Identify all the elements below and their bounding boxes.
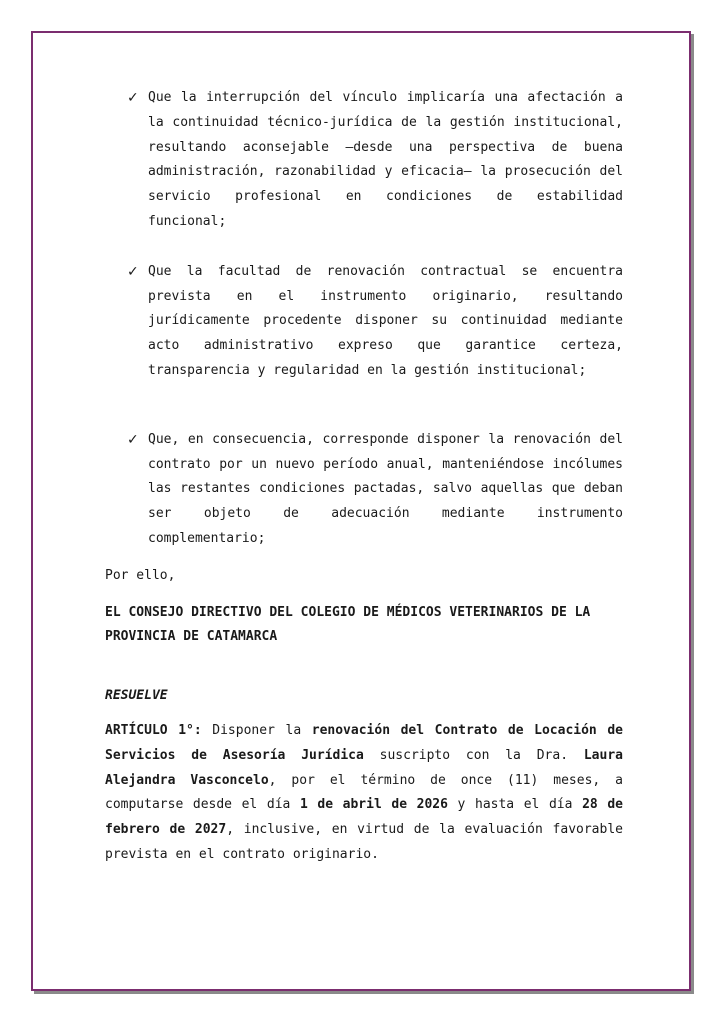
considerando-text: Que la facultad de renovación contractual se encuentra prevista en el instrumento originario, resultando jurídicamente procedente disponer su continuidad mediante acto administrativo expreso que garantice certeza, transparencia y regularidad en la gestión institucional; [148, 263, 623, 378]
considerando-item [105, 428, 623, 552]
article-text: , inclusive, en virtud de la evaluación favorable prevista en el contrato originario. [105, 822, 623, 862]
article-text: y hasta el día [447, 797, 583, 813]
lawyer-name: Laura Alejandra Vasconcelo [105, 747, 623, 788]
considerando-text: Que la interrupción del vínculo implicaría una afectación a la continuidad técnico-jurídica de la gestión institucional, resultando aconsejable —desde una perspectiva de buena administración, razonabilidad y eficacia— la prosecución del servicio profesional en condiciones de estabilidad funcional; [148, 90, 623, 229]
checkmark-icon: ✓ [127, 431, 139, 448]
article-text: suscripto con la Dra. [363, 747, 584, 763]
considerando-item [105, 260, 623, 384]
council-heading: EL CONSEJO DIRECTIVO DEL COLEGIO DE MÉDICOS VETERINARIOS DE LA PROVINCIA DE CATAMARCA [105, 604, 591, 645]
contract-name: renovación del Contrato de Locación de Servicios de Asesoría Jurídica [105, 722, 623, 763]
end-date: 28 de febrero de 2027 [105, 797, 623, 838]
article-label: ARTÍCULO 1°: [105, 722, 202, 738]
article-text: , por el término de once (11) meses, a computarse desde el día [105, 772, 623, 813]
article-text: Disponer la [201, 722, 312, 738]
considerando-text: Que, en consecuencia, corresponde disponer la renovación del contrato por un nuevo período anual, manteniéndose incólumes las restantes condiciones pactadas, salvo aquellas que deban ser objeto de adecuación mediante instrumento complementario; [148, 431, 623, 546]
checkmark-icon: ✓ [127, 90, 139, 106]
por-ello-text: Por ello, [105, 567, 176, 583]
checkmark-icon: ✓ [127, 263, 139, 280]
document-page [31, 31, 691, 991]
considerando-item [105, 86, 623, 235]
document-body [105, 86, 623, 868]
start-date: 1 de abril de 2026 [299, 797, 448, 813]
resuelve-heading: RESUELVE [105, 688, 168, 704]
article-1 [105, 719, 623, 868]
